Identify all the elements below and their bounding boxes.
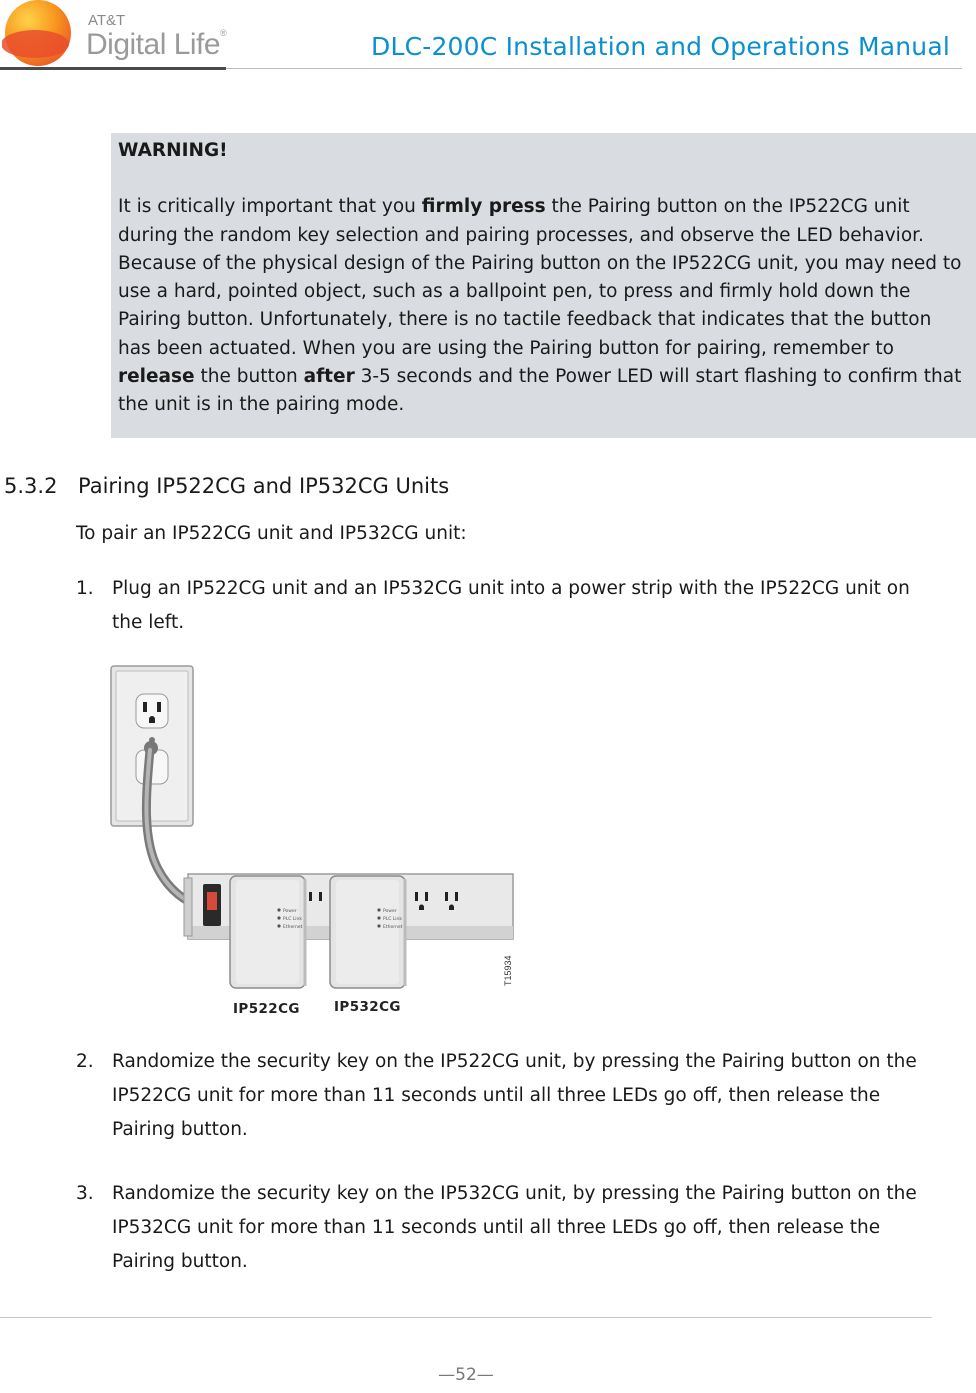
- step-1: [76, 572, 926, 640]
- section-title: Pairing IP522CG and IP532CG Units: [78, 474, 450, 498]
- section-intro: To pair an IP522CG unit and IP532CG unit:: [76, 523, 467, 544]
- led-label: Ethernet: [283, 925, 303, 930]
- step-2: [76, 1045, 926, 1147]
- step-number: 1.: [76, 578, 94, 599]
- led-label: Power: [383, 909, 397, 914]
- header-rule-dark: [0, 67, 226, 70]
- emphasis-firmly-press: firmly press: [421, 196, 546, 218]
- power-strip-figure: [108, 664, 523, 1024]
- label-left-unit: IP522CG: [233, 1001, 300, 1017]
- led-label: PLC Link: [383, 917, 403, 922]
- led-label: Ethernet: [383, 925, 403, 930]
- header-rule-light: [226, 68, 962, 69]
- page-header: [0, 0, 976, 72]
- step-number: 3.: [76, 1183, 94, 1204]
- emphasis-after: after: [303, 366, 355, 388]
- emphasis-release: release: [118, 366, 195, 388]
- step-text: Plug an IP522CG unit and an IP532CG unit into a power strip with the IP522CG unit on the left.: [112, 578, 910, 633]
- led-label: PLC Link: [283, 917, 303, 922]
- label-right-unit: IP532CG: [334, 999, 401, 1015]
- att-globe-logo-icon: [2, 0, 72, 66]
- figure-code: T15934: [503, 955, 513, 986]
- step-text: Randomize the security key on the IP532CG unit, by pressing the Pairing button on the IP532CG unit for more than 11 seconds until all three LEDs go off, then release the Pairing button.: [112, 1183, 917, 1272]
- warning-text: It is critically important that you firmly press the Pairing button on the IP522CG unit during the random key selection and pairing processes, and observe the LED behavior. Because of the physical design of the Pairing button on the IP522CG unit, you may need to use a hard, pointed object, such as a ballpoint pen, to press and firmly hold down the Pairing button. Unfortunately, there is no tactile feedback that indicates that the button has been actuated. When you are using the Pairing button for pairing, remember to release the button after 3-5 seconds and the Power LED will start flashing to confirm that the unit is in the pairing mode.: [118, 196, 962, 416]
- brand-large: Digital Life®: [86, 28, 227, 61]
- brand-small: AT&T: [88, 12, 126, 29]
- footer-rule: [0, 1317, 932, 1318]
- section-heading: [4, 474, 449, 498]
- power-strip-illustration: [108, 664, 523, 1024]
- step-3: [76, 1177, 926, 1279]
- manual-title: DLC-200C Installation and Operations Manual: [371, 32, 950, 61]
- step-number: 2.: [76, 1051, 94, 1072]
- warning-title: WARNING!: [118, 140, 228, 161]
- warning-box: [111, 133, 976, 438]
- step-text: Randomize the security key on the IP522CG unit, by pressing the Pairing button on the IP522CG unit for more than 11 seconds until all three LEDs go off, then release the Pairing button.: [112, 1051, 917, 1140]
- led-label: Power: [283, 909, 297, 914]
- page-number: —52—: [438, 1365, 494, 1385]
- section-number: 5.3.2: [4, 474, 58, 498]
